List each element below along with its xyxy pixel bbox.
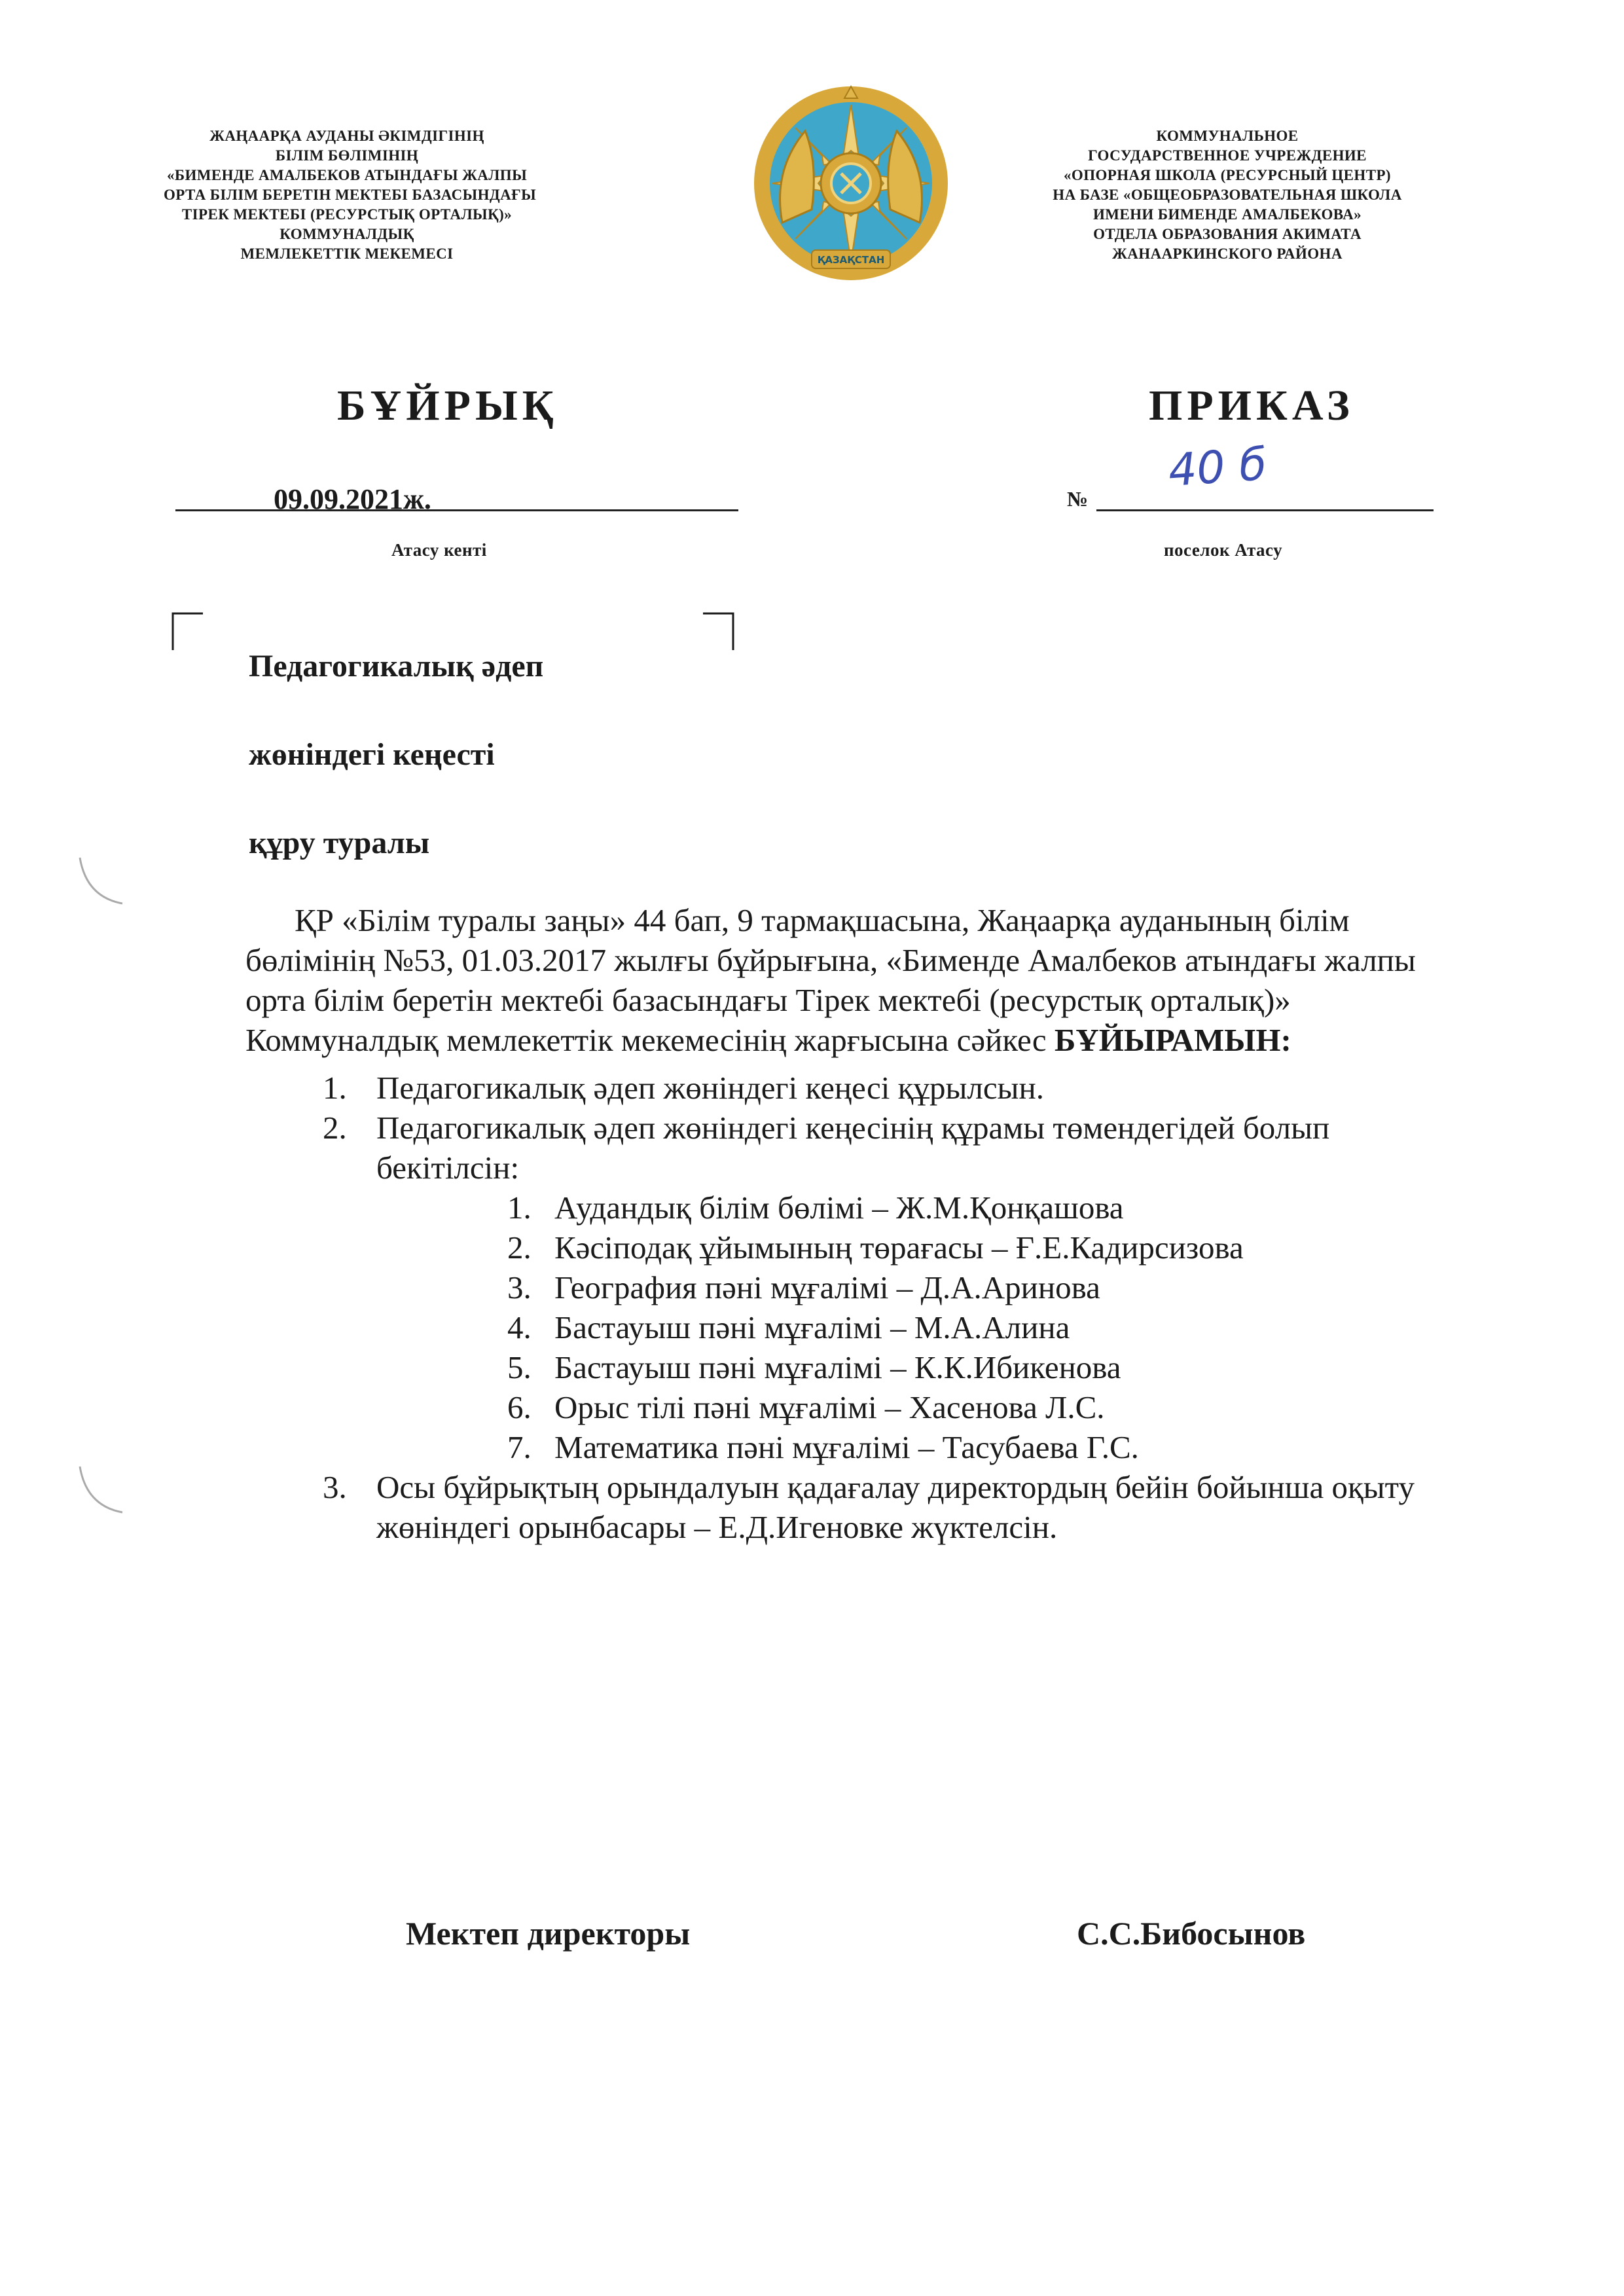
place-russian: поселок Атасу xyxy=(1164,540,1283,560)
number-underline xyxy=(1096,509,1434,511)
org-kz-line: ЖАҢААРҚА АУДАНЫ ӘКІМДІГІНІҢ xyxy=(209,128,484,144)
member-item xyxy=(376,1347,1476,1387)
member-text: Математика пәні мұғалімі – Тасубаева Г.С. xyxy=(554,1429,1139,1465)
order-word: БҰЙЫРАМЫН: xyxy=(1054,1022,1291,1058)
org-kz-line: МЕМЛЕКЕТТІК МЕКЕМЕСІ xyxy=(240,246,454,262)
member-item xyxy=(376,1307,1476,1347)
member-item xyxy=(376,1387,1476,1427)
order-number-label: № xyxy=(1067,487,1089,511)
list-item xyxy=(245,1108,1476,1467)
order-body xyxy=(245,900,1476,1547)
signatory-title: Мектеп директоры xyxy=(406,1915,691,1952)
organization-name-kazakh xyxy=(164,126,537,264)
council-members xyxy=(376,1188,1476,1467)
member-number: 3. xyxy=(507,1269,532,1305)
date-underline xyxy=(175,509,738,511)
item-number: 2. xyxy=(323,1110,347,1146)
hole-punch-mark xyxy=(73,851,126,910)
place-kazakh: Атасу кенті xyxy=(391,540,487,560)
member-text: Орыс тілі пәні мұғалімі – Хасенова Л.С. xyxy=(554,1389,1105,1425)
member-text: Бастауыш пәні мұғалімі – М.А.Алина xyxy=(554,1309,1070,1345)
member-number: 1. xyxy=(507,1190,532,1226)
member-item xyxy=(376,1427,1476,1467)
org-kz-line: «БИМЕНДЕ АМАЛБЕКОВ АТЫНДАҒЫ ЖАЛПЫ xyxy=(166,167,528,183)
state-emblem-icon xyxy=(746,79,956,288)
org-kz-line: КОММУНАЛДЫҚ xyxy=(280,226,414,242)
subject-line: құру туралы xyxy=(249,826,430,860)
list-item xyxy=(245,1467,1476,1547)
order-date: 09.09.2021ж. xyxy=(274,483,431,515)
emblem-caption: ҚАЗАҚСТАН xyxy=(817,254,885,266)
member-number: 5. xyxy=(507,1349,532,1385)
member-number: 4. xyxy=(507,1309,532,1345)
member-text: Бастауыш пәні мұғалімі – К.К.Ибикенова xyxy=(554,1349,1121,1385)
order-items xyxy=(245,1068,1476,1547)
org-ru-line: ИМЕНИ БИМЕНДЕ АМАЛБЕКОВА» xyxy=(1092,206,1362,223)
org-ru-line: КОММУНАЛЬНОЕ xyxy=(1156,128,1299,144)
org-kz-line: БІЛІМ БӨЛІМІНІҢ xyxy=(275,147,419,164)
organization-name-russian xyxy=(1001,126,1453,264)
member-number: 2. xyxy=(507,1230,532,1266)
preamble-paragraph xyxy=(245,900,1476,1060)
member-text: Аудандық білім бөлімі – Ж.М.Қонқашова xyxy=(554,1190,1124,1226)
org-ru-line: ОТДЕЛА ОБРАЗОВАНИЯ АКИМАТА xyxy=(1093,226,1362,242)
list-item xyxy=(245,1068,1476,1108)
subject-line: жөніндегі кеңесті xyxy=(249,737,495,772)
org-ru-line: НА БАЗЕ «ОБЩЕОБРАЗОВАТЕЛЬНАЯ ШКОЛА xyxy=(1053,187,1402,203)
member-item xyxy=(376,1267,1476,1307)
order-subject xyxy=(249,622,543,887)
corner-bracket-left xyxy=(171,612,204,651)
item-number: 1. xyxy=(323,1070,347,1106)
member-text: Кәсіподақ ұйымының төрағасы – Ғ.Е.Кадирсизова xyxy=(554,1230,1244,1266)
hole-punch-mark xyxy=(73,1460,126,1519)
member-item xyxy=(376,1228,1476,1267)
signatory-name: С.С.Бибосынов xyxy=(1077,1915,1306,1952)
org-ru-line: «ОПОРНАЯ ШКОЛА (РЕСУРСНЫЙ ЦЕНТР) xyxy=(1064,167,1391,183)
org-kz-line: ТІРЕК МЕКТЕБІ (РЕСУРСТЫҚ ОРТАЛЫҚ)» xyxy=(181,206,513,223)
corner-bracket-right xyxy=(702,612,734,651)
document-title-russian: ПРИКАЗ xyxy=(1149,382,1354,429)
item-text: Педагогикалық әдеп жөніндегі кеңесі құрылсын. xyxy=(376,1070,1044,1106)
org-ru-line: ГОСУДАРСТВЕННОЕ УЧРЕЖДЕНИЕ xyxy=(1088,147,1367,164)
subject-line: Педагогикалық әдеп xyxy=(249,649,544,683)
member-number: 6. xyxy=(507,1389,532,1425)
member-text: География пәні мұғалімі – Д.А.Аринова xyxy=(554,1269,1100,1305)
member-number: 7. xyxy=(507,1429,532,1465)
preamble-text: ҚР «Білім туралы заңы» 44 бап, 9 тармақшасына, Жаңаарқа ауданының білім бөлімінің №53, 01.03.2017 жылғы бұйрығына, «Бименде Амалбеков атындағы жалпы орта білім беретін мектебі базасындағы Тірек мектебі (ресурстық орталық)» Коммуналдық мемлекеттік мекемесінің жарғысына сәйкес xyxy=(245,902,1416,1058)
org-kz-line: ОРТА БІЛІМ БЕРЕТІН МЕКТЕБІ БАЗАСЫНДАҒЫ xyxy=(164,187,537,203)
order-number-handwritten: 40 б xyxy=(1166,438,1269,498)
item-text: Осы бұйрықтың орындалуын қадағалау директордың бейін бойынша оқыту жөніндегі орынбасары – Е.Д.Игеновке жүктелсін. xyxy=(376,1469,1415,1545)
item-text: Педагогикалық әдеп жөніндегі кеңесінің құрамы төмендегідей болып бекітілсін: xyxy=(376,1110,1330,1186)
member-item xyxy=(376,1188,1476,1228)
document-title-kazakh: БҰЙРЫҚ xyxy=(337,382,558,429)
org-ru-line: ЖАНААРКИНСКОГО РАЙОНА xyxy=(1112,246,1343,262)
item-number: 3. xyxy=(323,1469,347,1505)
